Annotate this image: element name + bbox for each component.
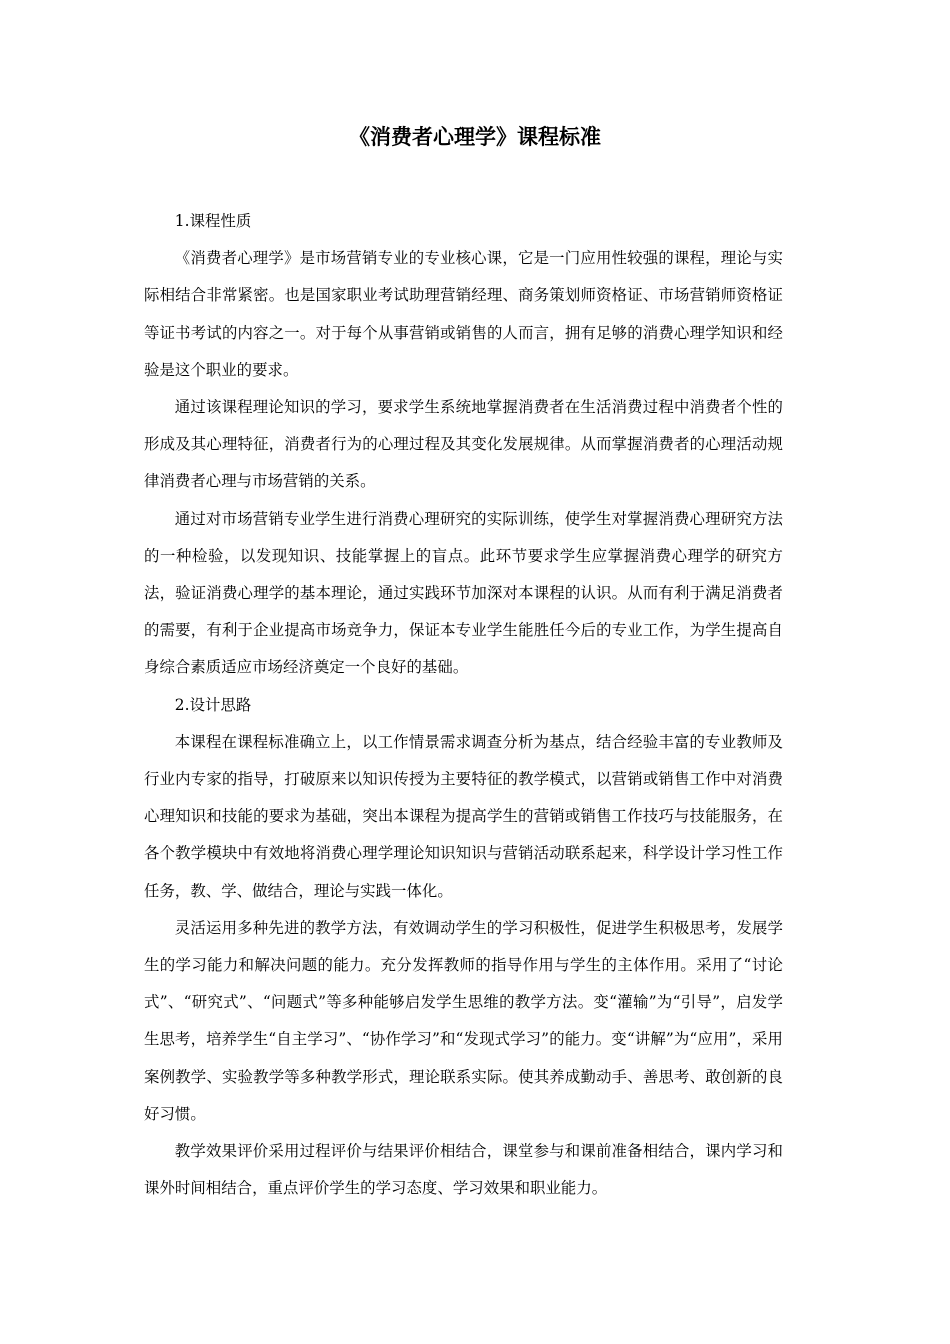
section-heading-design-ideas: 2.设计思路	[174, 695, 252, 714]
section-heading-course-nature: 1.课程性质	[174, 212, 252, 230]
paragraph: 本课程在课程标准确立上，以工作情景需求调查分析为基点，结合经验丰富的专业教师及行业内专家的指导，打破原来以知识传授为主要特征的教学模式，以营销或销售工作中对消费心理知识和技能的要求为基础，突出本课程为提高学生的营销或销售工作技巧与技能服务，在各个教学模块中有效地将消费心理学理论知识知识与营销活动联系起来，科学设计学习性工作任务，教、学、做结合，理论与实践一体化。	[144, 732, 783, 900]
paragraph: 《消费者心理学》是市场营销专业的专业核心课，它是一门应用性较强的课程，理论与实际相结合非常紧密。也是国家职业考试助理营销经理、商务策划师资格证、市场营销师资格证等证书考试的内容之一。对于每个从事营销或销售的人而言，拥有足够的消费心理学知识和经验是这个职业的要求。	[144, 249, 783, 379]
paragraph: 灵活运用多种先进的教学方法，有效调动学生的学习积极性，促进学生积极思考，发展学生的学习能力和解决问题的能力。充分发挥教师的指导作用与学生的主体作用。采用了“讨论式”、“研究式”、“问题式”等多种能够启发学生思维的教学方法。变“灌输”为“引导”，启发学生思考，培养学生“自主学习”、“协作学习”和“发现式学习”的能力。变“讲解”为“应用”，采用案例教学、实验教学等多种教学形式，理论联系实际。使其养成勤动手、善思考、敢创新的良好习惯。	[144, 918, 783, 1123]
paragraph: 通过该课程理论知识的学习，要求学生系统地掌握消费者在生活消费过程中消费者个性的形成及其心理特征，消费者行为的心理过程及其变化发展规律。从而掌握消费者的心理活动规律消费者心理与市场营销的关系。	[144, 398, 783, 491]
document-title: 《消费者心理学》课程标准	[349, 125, 601, 149]
paragraph: 通过对市场营销专业学生进行消费心理研究的实际训练，使学生对掌握消费心理研究方法的一种检验，以发现知识、技能掌握上的盲点。此环节要求学生应掌握消费心理学的研究方法，验证消费心理学的基本理论，通过实践环节加深对本课程的认识。从而有利于满足消费者的需要，有利于企业提高市场竞争力，保证本专业学生能胜任今后的专业工作，为学生提高自身综合素质适应市场经济奠定一个良好的基础。	[144, 509, 783, 677]
document-body	[144, 203, 783, 1207]
paragraph: 教学效果评价采用过程评价与结果评价相结合，课堂参与和课前准备相结合，课内学习和课外时间相结合，重点评价学生的学习态度、学习效果和职业能力。	[144, 1142, 783, 1198]
